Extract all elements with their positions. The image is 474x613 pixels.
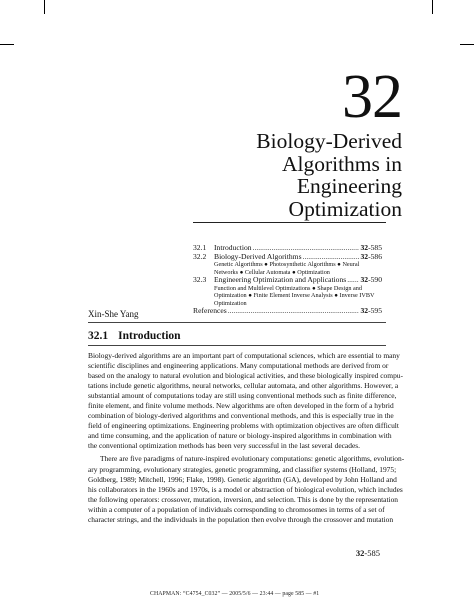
body-text xyxy=(88,351,405,525)
toc-page: 32-586 xyxy=(360,251,382,261)
toc-leader xyxy=(347,276,359,285)
section-rule xyxy=(88,345,386,346)
toc-page: 32-595 xyxy=(360,306,382,316)
paragraph xyxy=(88,351,403,451)
page-number: 32-585 xyxy=(355,548,380,558)
text-line: substantial amount of computations today are still using conventional methods such as finite difference, xyxy=(88,391,397,401)
crop-mark-top-right xyxy=(432,0,433,14)
toc-page: 32-585 xyxy=(360,243,382,252)
text-line: and time consuming, and the application of nature or biology-inspired algorithms in combination with xyxy=(88,431,392,441)
chapter-title-line: Biology-Derived xyxy=(256,129,402,153)
toc-title: Introduction xyxy=(214,243,252,252)
print-footer: CHAPMAN: “C4754_C032” — 2005/5/6 — 23:44 — page 585 — #1 xyxy=(150,591,320,597)
title-rule xyxy=(193,222,386,223)
text-line: Biology-derived algorithms are an important part of computational sciences, which are essential to many xyxy=(88,351,400,360)
toc-subtopics: Function and Multilevel Optimizations ● Shape Design and Optimization ● Finite Element Inverse Analysis ● Inverse IVBV Optimization xyxy=(214,284,375,307)
text-line: his collaborators in the 1960s and 1970s, is a model or abstraction of biological evolution, which includes xyxy=(88,484,403,494)
paragraph xyxy=(88,454,405,524)
toc-title: Engineering Optimization and Applications xyxy=(214,275,347,285)
chapter-title xyxy=(142,130,402,220)
text-line: finite element, and finite volume methods. New algorithms are often developed in the form of a hybrid xyxy=(88,401,394,411)
author-rule xyxy=(88,322,386,323)
text-line: field of engineering optimizations. Engineering problems with optimization objectives are often difficult xyxy=(88,421,399,431)
toc-entry[interactable] xyxy=(193,276,382,307)
toc-leader xyxy=(303,253,360,262)
text-line: the conventional optimization methods has been very successful in the last several decades. xyxy=(88,441,361,451)
section-number: 32.1 xyxy=(88,330,109,342)
crop-mark-right-top xyxy=(460,44,474,45)
toc-number: 32.3 xyxy=(193,275,207,285)
text-line: character strings, and the individuals in the population then evolve through the crossover and mutation xyxy=(88,514,394,524)
section-heading xyxy=(88,330,191,342)
toc-title: Biology-Derived Algorithms xyxy=(214,251,302,261)
text-line: based on the analogy to natural evolution and biological activities, and these biologically inspired compu- xyxy=(88,371,403,381)
toc-number: 32.2 xyxy=(193,251,207,261)
toc-number: 32.1 xyxy=(193,243,207,252)
crop-mark-left-top xyxy=(0,44,14,45)
chapter-title-line: Engineering xyxy=(296,174,402,198)
section-title: Introduction xyxy=(118,330,181,342)
toc-leader xyxy=(228,307,360,316)
text-line: the following operators: crossover, mutation, inversion, and selection. This is done by the representation xyxy=(88,494,399,504)
text-line: tations include genetic algorithms, neural networks, cellular automata, and other algorithms. However, a xyxy=(88,381,399,391)
toc-references[interactable] xyxy=(193,307,382,316)
text-line: scientific disciplines and engineering applications. Many computational methods are derived from or xyxy=(88,361,389,371)
text-line: Goldberg, 1989; Mitchell, 1996; Flake, 1998). Genetic algorithm (GA), developed by John Holland and xyxy=(88,474,397,484)
chapter-title-line: Algorithms in xyxy=(281,151,402,176)
text-line: There are five paradigms of nature-inspired evolutionary computations: genetic algorithms, evolution- xyxy=(100,454,405,464)
toc-entry[interactable] xyxy=(193,253,382,277)
toc-title: References xyxy=(193,306,227,316)
toc-page: 32-590 xyxy=(360,275,382,285)
text-line: ary programming, evolutionary strategies, genetic programming, and classifier systems (Holland, 1975; xyxy=(88,464,397,474)
chapter-toc xyxy=(193,244,382,316)
toc-subtopics: Genetic Algorithms ● Photosynthetic Algorithms ● Neural Networks ● Cellular Automata ● Optimization xyxy=(214,261,360,276)
author-name: Xin-She Yang xyxy=(88,309,139,319)
crop-mark-top-left xyxy=(44,0,45,14)
text-line: combination of biology-derived algorithms and conventional methods, and this is especially true in the xyxy=(88,411,394,421)
chapter-number: 32 xyxy=(342,63,402,131)
text-line: within a computer of a population of individuals corresponding to chromosomes in terms of a set of xyxy=(88,504,385,514)
chapter-title-line: Optimization xyxy=(288,196,402,221)
